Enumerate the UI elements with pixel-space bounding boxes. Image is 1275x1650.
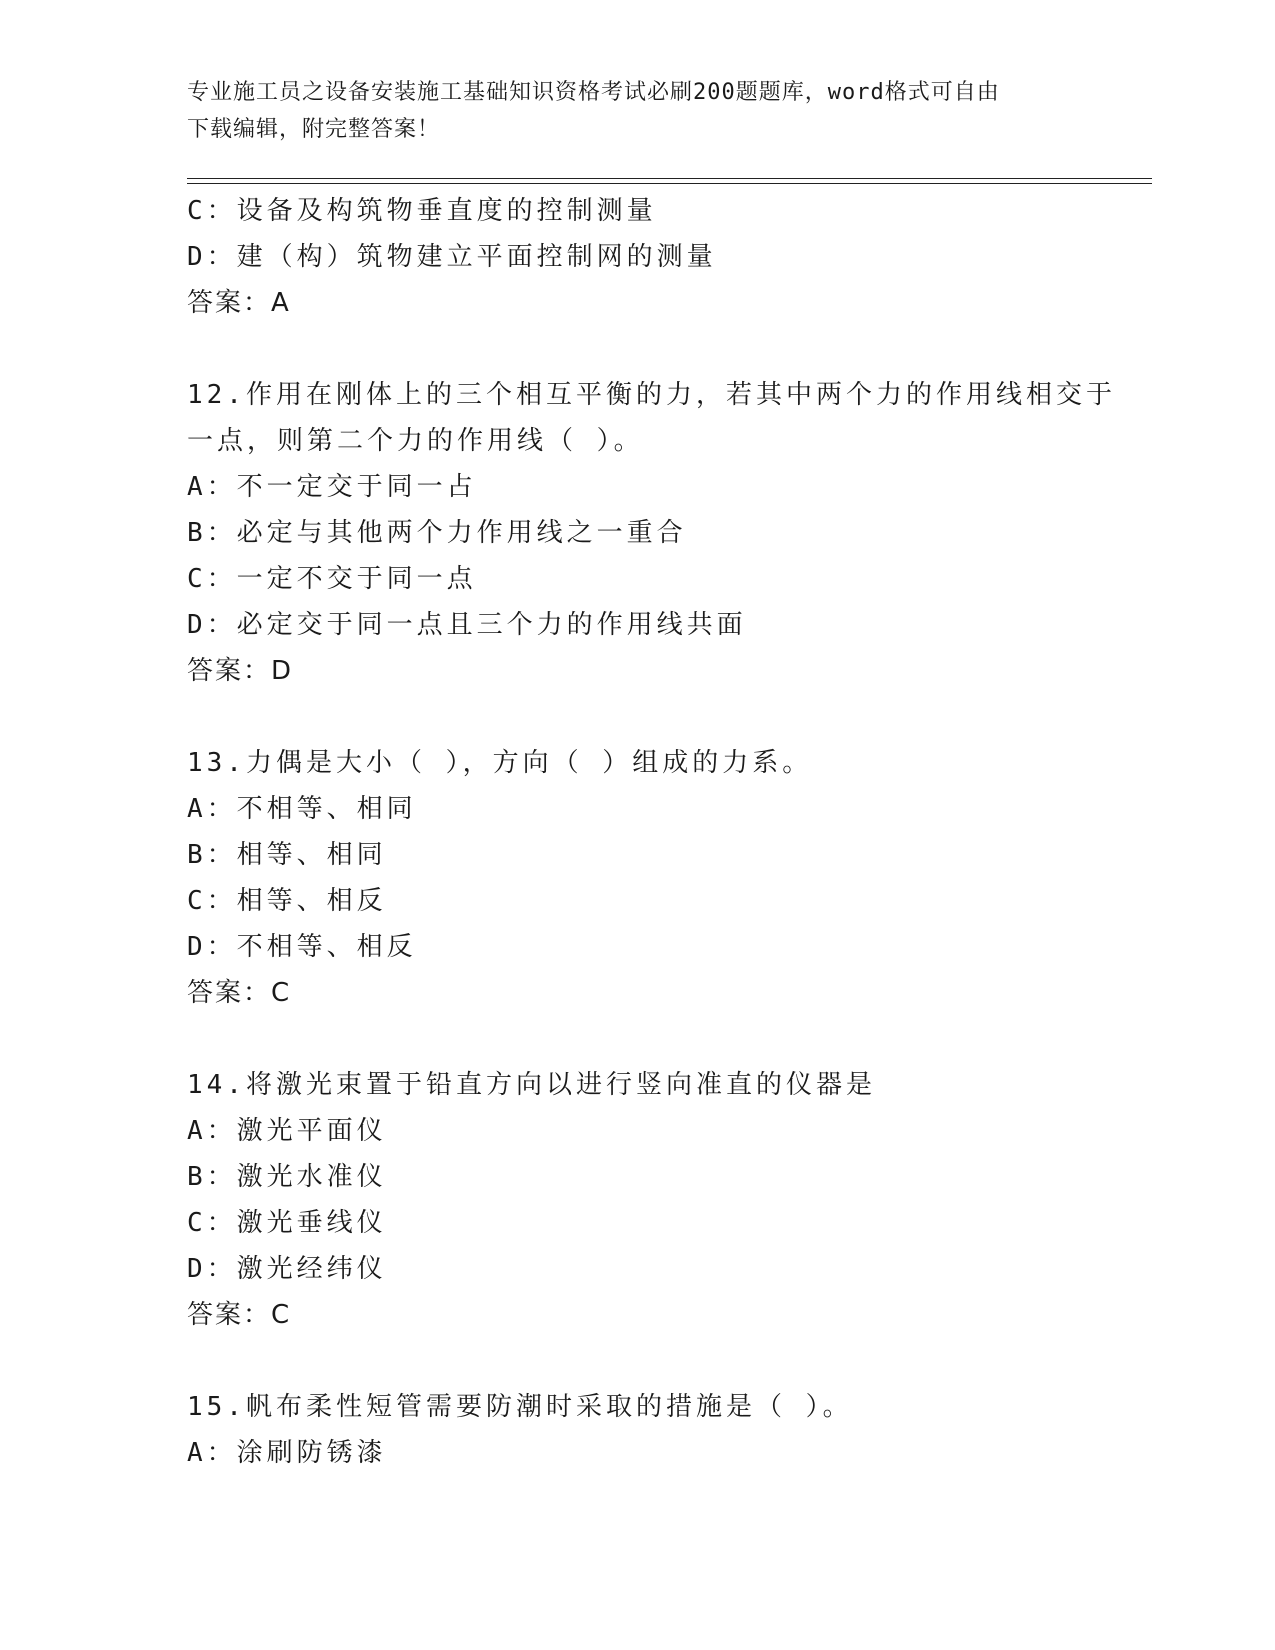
option-a: A：不相等、相同 (187, 794, 417, 824)
header-divider-bottom (187, 183, 1152, 184)
option-a: A：涂刷防锈漆 (187, 1438, 387, 1468)
option-d: D：激光经纬仪 (187, 1254, 387, 1284)
spacer (187, 1016, 1152, 1062)
option-b: B：激光水准仪 (187, 1162, 387, 1192)
spacer (187, 1338, 1152, 1384)
option-d: D：建（构）筑物建立平面控制网的测量 (187, 242, 717, 272)
option-a: A：不一定交于同一占 (187, 472, 477, 502)
header-title-line-2: 下载编辑，附完整答案！ (187, 117, 441, 142)
question-stem: 14.将激光束置于铅直方向以进行竖向准直的仪器是 (187, 1070, 876, 1100)
answer: 答案：C (187, 978, 292, 1008)
option-c: C：相等、相反 (187, 886, 387, 916)
question-15 (187, 1384, 1152, 1476)
option-c: C：激光垂线仪 (187, 1208, 387, 1238)
question-list (187, 188, 1152, 1476)
option-c: C：一定不交于同一点 (187, 564, 477, 594)
option-b: B：相等、相同 (187, 840, 387, 870)
option-d: D：不相等、相反 (187, 932, 417, 962)
answer: 答案：C (187, 1300, 292, 1330)
spacer (187, 694, 1152, 740)
option-a: A：激光平面仪 (187, 1116, 387, 1146)
question-stem: 13.力偶是大小（ ），方向（ ）组成的力系。 (187, 748, 813, 778)
answer: 答案：A (187, 288, 291, 318)
question-14 (187, 1062, 1152, 1338)
header-divider-top (187, 178, 1152, 179)
option-c: C：设备及构筑物垂直度的控制测量 (187, 196, 657, 226)
option-b: B：必定与其他两个力作用线之一重合 (187, 518, 687, 548)
question-12 (187, 372, 1152, 694)
option-d: D：必定交于同一点且三个力的作用线共面 (187, 610, 747, 640)
question-stem-continued: 一点，则第二个力的作用线（ ）。 (187, 426, 644, 456)
question-11 (187, 188, 1152, 326)
document-header (187, 74, 1087, 148)
question-stem: 15.帆布柔性短管需要防潮时采取的措施是（ ）。 (187, 1392, 853, 1422)
answer: 答案：D (187, 656, 294, 686)
question-stem: 12.作用在刚体上的三个相互平衡的力，若其中两个力的作用线相交于 (187, 380, 1116, 410)
question-13 (187, 740, 1152, 1016)
header-title-line-1: 专业施工员之设备安装施工基础知识资格考试必刷200题题库，word格式可自由 (187, 80, 1000, 105)
spacer (187, 326, 1152, 372)
